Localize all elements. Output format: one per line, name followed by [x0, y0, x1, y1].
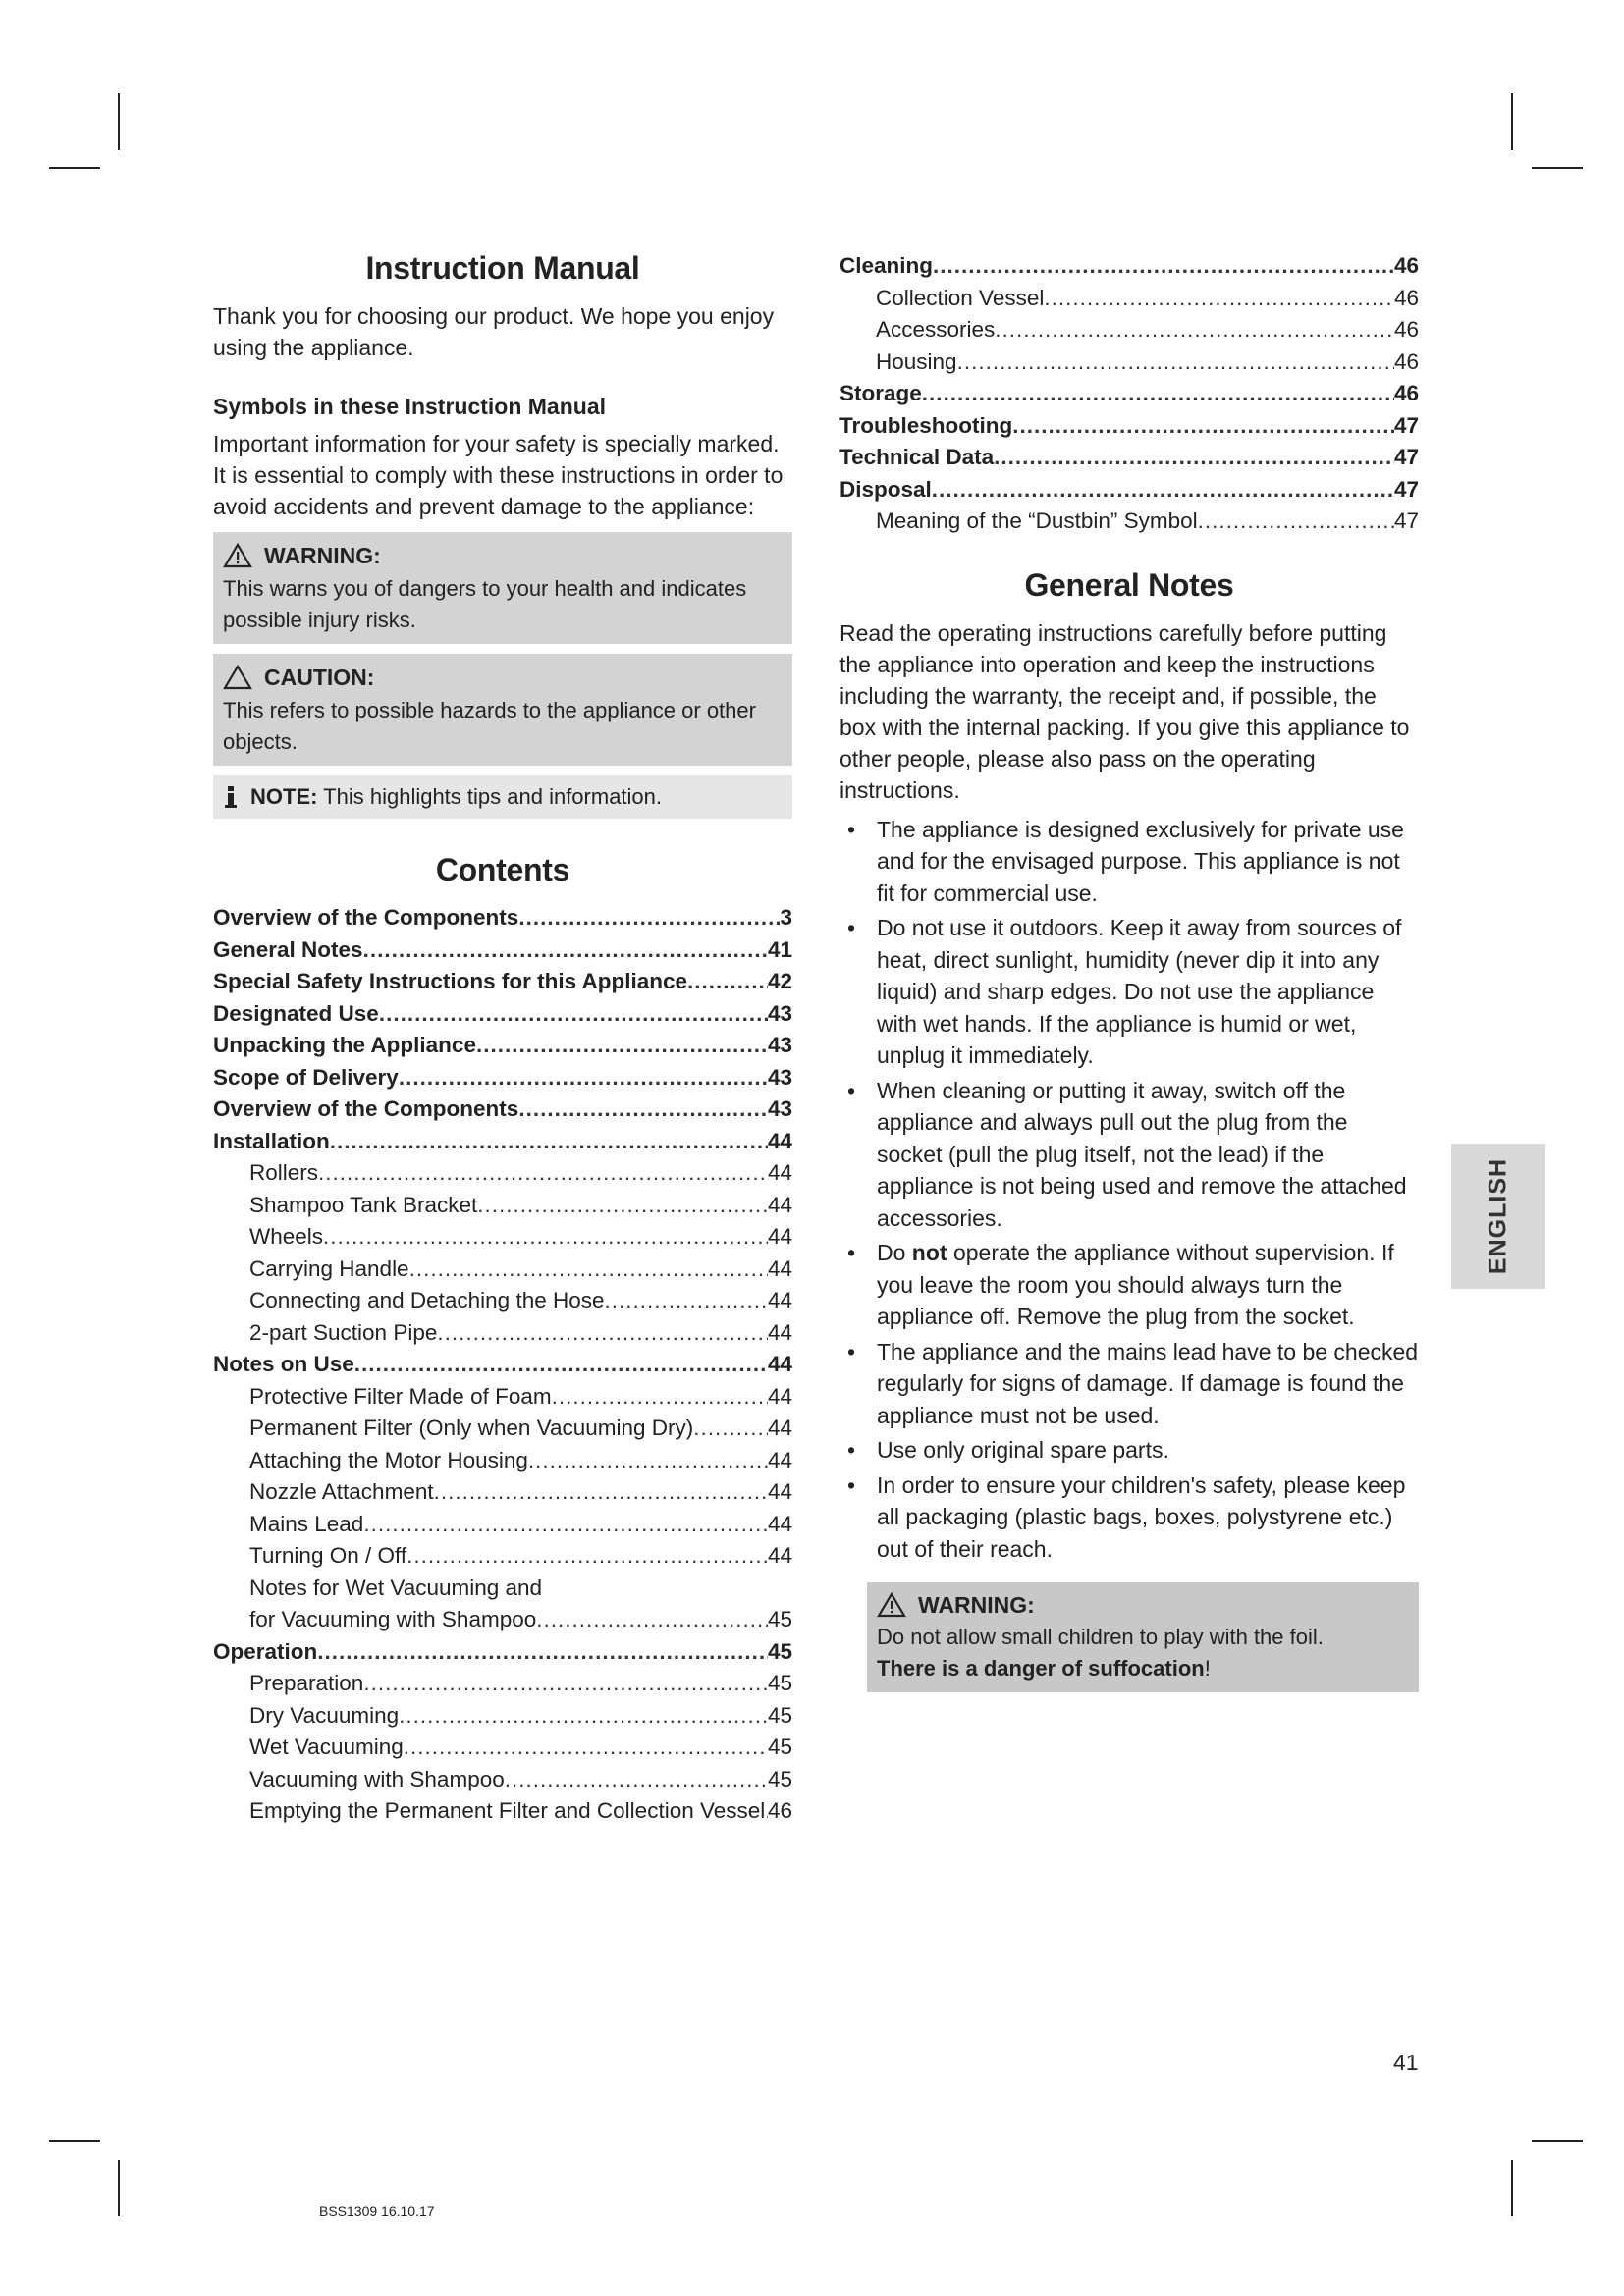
- crop-mark: [1532, 167, 1583, 169]
- toc-subentry: Accessories ..... 46: [839, 314, 1419, 347]
- crop-mark: [1511, 2160, 1513, 2216]
- warning-title: WARNING:: [264, 543, 381, 568]
- list-item: • In order to ensure your children's safety, please keep all packaging (plastic bags, boxes, polystyrene etc.) out of their reach.: [839, 1469, 1419, 1566]
- toc-subentry: Meaning of the “Dustbin” Symbol ..... 47: [839, 506, 1419, 538]
- warning-text: Do not allow small children to play with the foil.: [877, 1625, 1324, 1649]
- toc-subentry: Preparation ..... 45: [213, 1668, 792, 1700]
- toc-subentry: Shampoo Tank Bracket ..... 44: [213, 1190, 792, 1222]
- caution-text: This refers to possible hazards to the appliance or other objects.: [223, 698, 756, 754]
- toc-subentry: Housing ..... 46: [839, 347, 1419, 379]
- warning-triangle-icon: [877, 1592, 906, 1618]
- warning-title: WARNING:: [918, 1592, 1035, 1618]
- caution-box: [213, 654, 792, 766]
- toc-entry: Notes on Use ..... 44: [213, 1349, 792, 1381]
- toc-subentry: Turning On / Off ..... 44: [213, 1540, 792, 1573]
- toc-entry: Operation ..... 45: [213, 1636, 792, 1669]
- toc-entry: Overview of the Components ..... 43: [213, 1094, 792, 1126]
- list-item: • The appliance and the mains lead have to be checked regularly for signs of damage. If damage is found the appliance must not be used.: [839, 1336, 1419, 1432]
- note-text: This highlights tips and information.: [323, 784, 663, 809]
- toc-subentry: Collection Vessel ..... 46: [839, 283, 1419, 315]
- symbols-heading: Symbols in these Instruction Manual: [213, 394, 607, 419]
- note-label: NOTE:: [250, 784, 318, 809]
- general-notes-list: [839, 814, 1419, 1566]
- crop-mark: [1511, 93, 1513, 150]
- toc-subentry: Vacuuming with Shampoo ..... 45: [213, 1764, 792, 1796]
- crop-mark: [118, 2160, 120, 2216]
- toc-subentry: Carrying Handle ..... 44: [213, 1254, 792, 1286]
- general-notes-title: General Notes: [1024, 566, 1234, 603]
- warning-text: This warns you of dangers to your health and indicates possible injury risks.: [223, 576, 747, 632]
- footer-code: BSS1309 16.10.17: [319, 2203, 435, 2218]
- toc-subentry: Notes for Wet Vacuuming and for Vacuuming with Shampoo ..... 45: [213, 1573, 792, 1636]
- crop-mark: [118, 93, 120, 150]
- list-item: • Use only original spare parts.: [839, 1434, 1419, 1467]
- list-item: • The appliance is designed exclusively for private use and for the envisaged purpose. This appliance is not fit for commercial use.: [839, 814, 1419, 910]
- page-number: 41: [1393, 2050, 1419, 2075]
- general-notes-intro: Read the operating instructions carefully before putting the appliance into operation and keep the instructions including the warranty, the receipt and, if possible, the box with the internal packing. If you give this appliance to other people, please also pass on the operating instructions.: [839, 619, 1410, 803]
- contents-title: Contents: [435, 852, 570, 887]
- toc-entry: Troubleshooting ..... 47: [839, 410, 1419, 443]
- toc-subentry: Dry Vacuuming ..... 45: [213, 1700, 792, 1733]
- crop-mark: [49, 2140, 100, 2142]
- symbols-text: Important information for your safety is specially marked. It is essential to comply with these instructions in order to avoid accidents and prevent damage to the appliance:: [213, 431, 784, 519]
- toc-entry: Cleaning ..... 46: [839, 250, 1419, 283]
- toc-entry: General Notes ..... 41: [213, 934, 792, 967]
- toc-entry: Unpacking the Appliance ..... 43: [213, 1030, 792, 1062]
- toc-entry: Disposal ..... 47: [839, 474, 1419, 507]
- toc-subentry: Wheels ..... 44: [213, 1221, 792, 1254]
- manual-title: Instruction Manual: [365, 250, 640, 286]
- toc-subentry: Mains Lead ..... 44: [213, 1509, 792, 1541]
- list-item: • Do not operate the appliance without supervision. If you leave the room you should always turn the appliance off. Remove the plug from the socket.: [839, 1237, 1419, 1333]
- crop-mark: [49, 167, 100, 169]
- toc-entry: Installation ..... 44: [213, 1126, 792, 1158]
- toc-subentry: Attaching the Motor Housing ..... 44: [213, 1445, 792, 1477]
- warning-triangle-icon: [223, 543, 252, 568]
- language-tab: [1451, 1144, 1545, 1289]
- info-icon: [223, 784, 239, 810]
- list-item: • When cleaning or putting it away, switch off the appliance and always pull out the plug from the socket (pull the plug itself, not the lead) if the appliance is not being used and remove the attached accessories.: [839, 1075, 1419, 1235]
- toc-subentry: Permanent Filter (Only when Vacuuming Dry) ..... 44: [213, 1413, 792, 1445]
- toc-entry: Technical Data ..... 47: [839, 442, 1419, 474]
- toc-entry: Designated Use ..... 43: [213, 998, 792, 1031]
- warning-box: [213, 532, 792, 644]
- table-of-contents-continued: [839, 250, 1419, 538]
- toc-subentry: Wet Vacuuming ..... 45: [213, 1732, 792, 1764]
- list-item: • Do not use it outdoors. Keep it away from sources of heat, direct sunlight, humidity (never dip it into any liquid) and sharp edges. Do not use the appliance with wet hands. If the appliance is humid or wet, unplug it immediately.: [839, 912, 1419, 1072]
- note-box: [213, 775, 792, 819]
- warning-text-bold: There is a danger of suffocation!: [877, 1656, 1211, 1681]
- toc-entry: Scope of Delivery ..... 43: [213, 1062, 792, 1095]
- language-label: ENGLISH: [1484, 1157, 1512, 1275]
- left-column: [213, 250, 792, 1828]
- toc-subentry: Rollers ..... 44: [213, 1157, 792, 1190]
- toc-subentry: Protective Filter Made of Foam ..... 44: [213, 1381, 792, 1414]
- warning-box-suffocation: [867, 1582, 1419, 1692]
- toc-entry: Storage ..... 46: [839, 378, 1419, 410]
- caution-triangle-icon: [223, 665, 252, 690]
- toc-entry: Overview of the Components ..... 3: [213, 902, 792, 934]
- toc-subentry: Connecting and Detaching the Hose ..... 44: [213, 1285, 792, 1317]
- toc-subentry: 2-part Suction Pipe ..... 44: [213, 1317, 792, 1350]
- crop-mark: [1532, 2140, 1583, 2142]
- right-column: [839, 250, 1419, 1692]
- toc-entry: Special Safety Instructions for this Appliance ..... 42: [213, 966, 792, 998]
- toc-subentry: Emptying the Permanent Filter and Collection Vessel ..... 46: [213, 1795, 792, 1828]
- toc-subentry: Nozzle Attachment ..... 44: [213, 1476, 792, 1509]
- intro-text: Thank you for choosing our product. We hope you enjoy using the appliance.: [213, 303, 775, 360]
- caution-title: CAUTION:: [264, 665, 375, 690]
- table-of-contents: [213, 902, 792, 1828]
